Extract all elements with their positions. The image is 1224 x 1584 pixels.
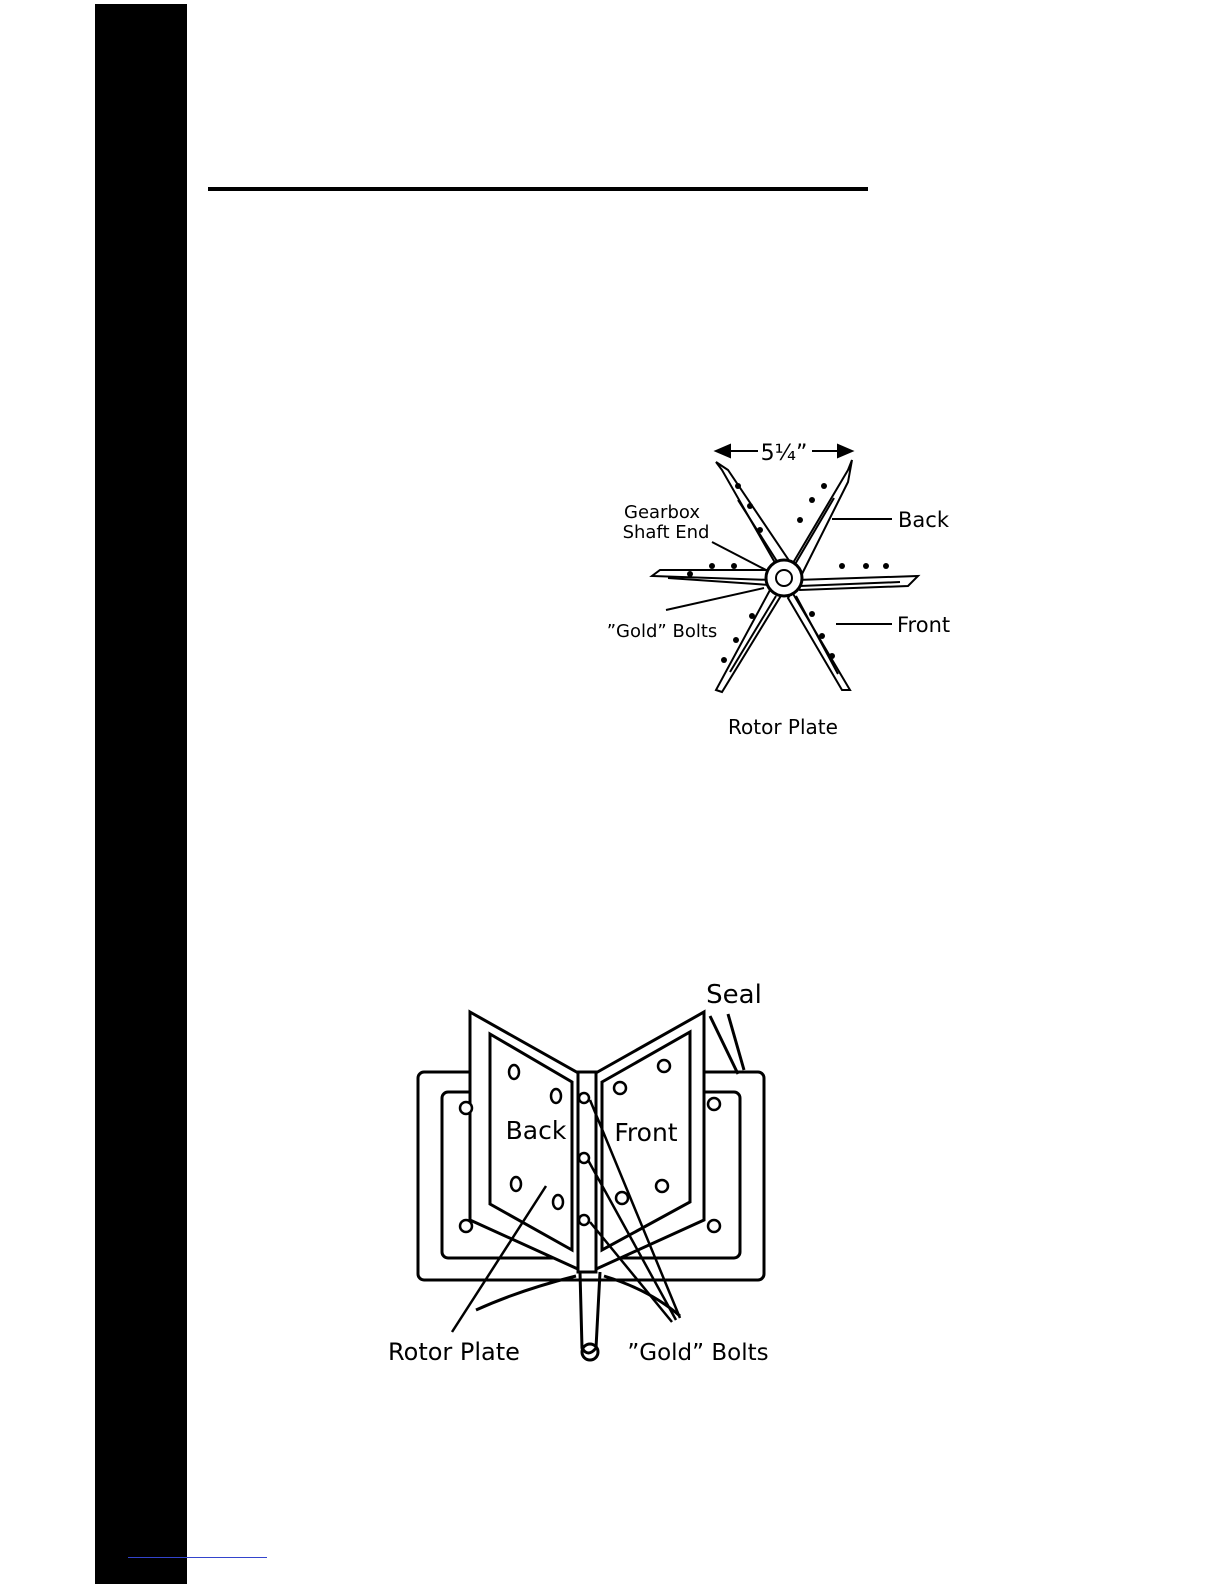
gearbox-label-line1: Gearbox xyxy=(624,502,700,523)
front-panel-label: Front xyxy=(614,1118,678,1147)
rotor-plate-label: Rotor Plate xyxy=(388,1338,520,1366)
front-label: Front xyxy=(897,613,951,637)
seal-label: Seal xyxy=(706,980,762,1010)
gold-bolts-label-2: ”Gold” Bolts xyxy=(627,1340,769,1366)
back-label: Back xyxy=(898,508,949,532)
back-panel-label: Back xyxy=(505,1116,567,1145)
figure-caption: Rotor Plate xyxy=(728,715,838,739)
dimension-label: 5¼” xyxy=(760,441,808,466)
gearbox-label-line2: Shaft End xyxy=(622,522,710,543)
gold-bolts-label: ”Gold” Bolts xyxy=(606,621,718,642)
